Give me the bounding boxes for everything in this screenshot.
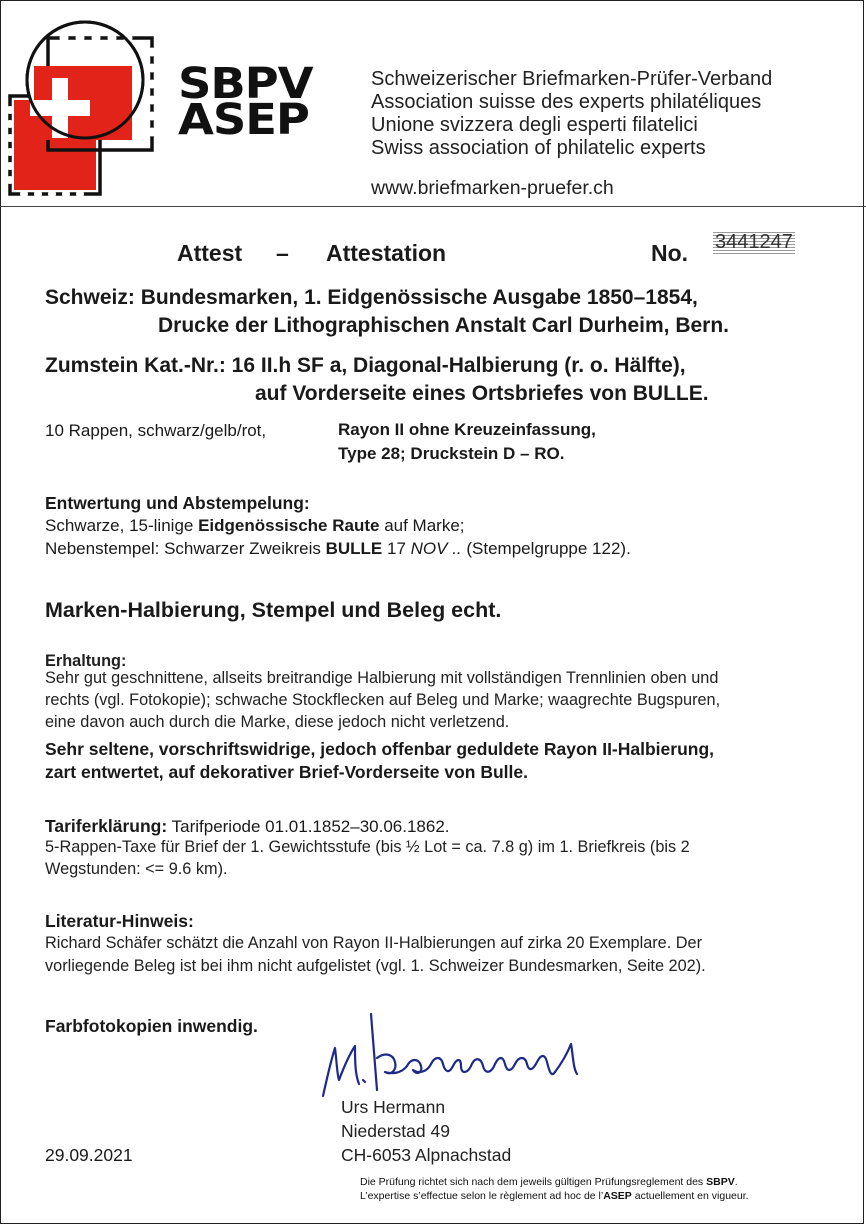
brand-sbpv: SBPV [178, 59, 313, 109]
certificate-date: 29.09.2021 [45, 1145, 133, 1165]
cancel-heading: Entwertung und Abstempelung: [45, 493, 310, 513]
assoc-name-de: Schweizerischer Briefmarken-Prüfer-Verband [371, 68, 773, 90]
certificate-number: 3441247 [715, 231, 793, 253]
tariff-line-1: 5-Rappen-Taxe für Brief der 1. Gewichtsstufe (bis ½ Lot = ca. 7.8 g) im 1. Briefkreis (bis 2 [45, 838, 690, 856]
assoc-name-fr: Association suisse des experts philatéliques [371, 91, 762, 113]
assoc-name-it: Unione svizzera degli esperti filatelici [371, 114, 698, 136]
handwritten-signature [315, 1008, 590, 1103]
tariff-line-2: Wegstunden: <= 9.6 km). [45, 860, 228, 878]
literature-line-2: vorliegende Beleg ist bei ihm nicht aufgelistet (vgl. 1. Schweizer Bundesmarken, Seite 202). [45, 957, 706, 975]
examiner-street: Niederstad 49 [341, 1121, 450, 1141]
footer-note-de: Die Prüfung richtet sich nach dem jeweils gültigen Prüfungsreglement des SBPV. [360, 1176, 738, 1188]
examiner-name: Urs Hermann [341, 1097, 446, 1117]
title-dash: – [276, 240, 289, 266]
cancel-line-2: Nebenstempel: Schwarzer Zweikreis BULLE 17 NOV .. (Stempelgruppe 122). [45, 539, 631, 558]
condition-summary-1: Sehr seltene, vorschriftswidrige, jedoch offenbar geduldete Rayon II-Halbierung, [45, 739, 715, 759]
examiner-city: CH-6053 Alpnachstad [341, 1145, 512, 1165]
photocopies-note: Farbfotokopien inwendig. [45, 1016, 258, 1036]
literature-heading: Literatur-Hinweis: [45, 911, 194, 931]
tariff-heading-line: Tariferklärung: Tarifperiode 01.01.1852–30.06.1862. [45, 816, 450, 836]
website-link[interactable]: www.briefmarken-pruefer.ch [371, 177, 614, 199]
subject-line-2: Drucke der Lithographischen Anstalt Carl Durheim, Bern. [158, 314, 729, 337]
condition-summary-2: zart entwertet, auf dekorativer Brief-Vorderseite von Bulle. [45, 762, 529, 782]
association-names [371, 68, 772, 160]
cancel-line-1: Schwarze, 15-linige Eidgenössische Raute auf Marke; [45, 516, 465, 535]
title-attest: Attest [177, 240, 243, 266]
condition-line-2: rechts (vgl. Fotokopie); schwache Stockflecken auf Beleg und Marke; waagrechte Bugspuren, [45, 691, 721, 709]
condition-heading: Erhaltung: [45, 652, 127, 670]
sbpv-logo-emblem [0, 0, 180, 205]
stamp-type: Type 28; Druckstein D – RO. [338, 444, 565, 463]
verdict: Marken-Halbierung, Stempel und Beleg echt. [45, 598, 502, 622]
certificate-no-label: No. [651, 240, 689, 266]
assoc-name-en: Swiss association of philatelic experts [371, 137, 706, 159]
condition-line-1: Sehr gut geschnittene, allseits breitrandige Halbierung mit vollständigen Trennlinien oben und [45, 669, 719, 687]
condition-line-3: eine davon auch durch die Marke, diese jedoch nicht verletzend. [45, 713, 510, 731]
literature-line-1: Richard Schäfer schätzt die Anzahl von Rayon II-Halbierungen auf zirka 20 Exemplare. Der [45, 934, 703, 952]
catalogue-line-2: auf Vorderseite eines Ortsbriefes von BULLE. [255, 382, 709, 405]
brand-asep: ASEP [178, 95, 309, 145]
subject-line-1: Schweiz: Bundesmarken, 1. Eidgenössische Ausgabe 1850–1854, [45, 286, 698, 309]
catalogue-line-1: Zumstein Kat.-Nr.: 16 II.h SF a, Diagonal-Halbierung (r. o. Hälfte), [45, 354, 686, 377]
stamp-value-color: 10 Rappen, schwarz/gelb/rot, [45, 421, 267, 440]
footer-note-fr: L’expertise s’effectue selon le règlement ad hoc de l’ASEP actuellement en vigueur. [360, 1190, 749, 1202]
header-divider [0, 206, 866, 207]
title-attestation: Attestation [326, 240, 447, 266]
stamp-rayon: Rayon II ohne Kreuzeinfassung, [338, 420, 596, 439]
brand-wordmark [178, 59, 313, 145]
